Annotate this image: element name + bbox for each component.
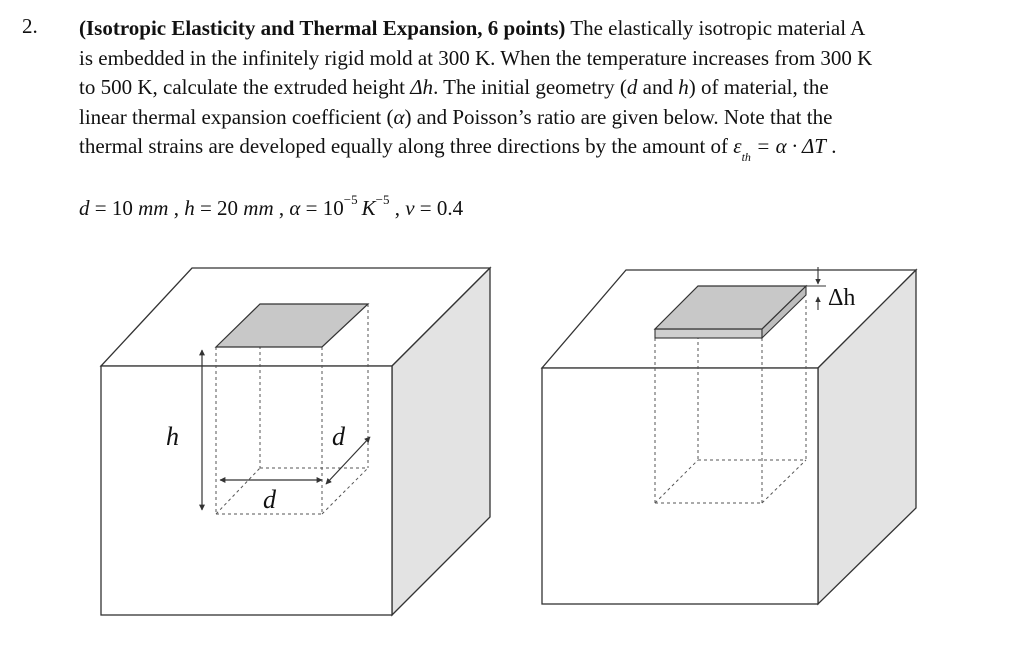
given-h-value: = 20 [194, 196, 244, 220]
given-alpha-exponent: −5 [343, 192, 358, 207]
thermal-strain-equation: = α · ΔT [750, 134, 826, 158]
given-nu-value: = 0.4 [414, 196, 464, 220]
given-nu-symbol: ν [405, 196, 415, 220]
right-mold [542, 267, 916, 604]
d-symbol: d [626, 75, 638, 99]
right-material-extruded-band [655, 329, 762, 338]
left-d-bottom-label: d [263, 485, 276, 514]
given-d-unit: mm [138, 196, 169, 220]
left-mold-front-face [101, 366, 392, 615]
delta-h-label: Δh [828, 285, 856, 311]
h-symbol: h [678, 75, 689, 99]
given-h-symbol: h [184, 196, 195, 220]
given-separator: , [168, 196, 185, 220]
given-d-value: = 10 [89, 196, 139, 220]
given-kelvin-exponent: −5 [375, 192, 390, 207]
given-kelvin-symbol: K [361, 196, 376, 220]
right-mold-front-face [542, 368, 818, 604]
thermal-subscript: th [741, 150, 751, 165]
question-number: 2. [22, 14, 38, 38]
given-alpha-value: = 10 [300, 196, 344, 220]
given-alpha-symbol: α [289, 196, 301, 220]
given-d-symbol: d [79, 196, 90, 220]
given-h-unit: mm [243, 196, 274, 220]
question-line-4-a: linear thermal expansion coefficient ( [79, 104, 394, 129]
question-line-3-c: and [637, 75, 679, 99]
question-title: (Isotropic Elasticity and Thermal Expansion, 6 points) [79, 16, 566, 40]
question-line-5-end: . [825, 134, 837, 158]
question-line-2: is embedded in the infinitely rigid mold at 300 K. When the temperature increases from 300 K [79, 45, 873, 70]
question-line-4-b: ) and Poisson’s ratio are given below. Note that the [404, 104, 833, 129]
question-line-3-b: . The initial geometry ( [433, 75, 627, 99]
left-d-side-label: d [332, 422, 345, 451]
question-line-5-a: thermal strains are developed equally along three directions by the amount of [79, 134, 734, 158]
delta-h-symbol: Δh [410, 75, 434, 99]
left-h-label: h [166, 422, 179, 451]
question-line-3-e: ) of material, the [688, 75, 829, 99]
left-mold [101, 268, 490, 615]
epsilon-symbol: ε [733, 134, 742, 158]
question-line-1-rest: The elastically isotropic material A [565, 16, 866, 40]
alpha-symbol: α [393, 104, 405, 129]
given-separator: , [389, 196, 406, 220]
given-separator: , [273, 196, 290, 220]
question-line-3-a: to 500 K, calculate the extruded height [79, 75, 411, 99]
